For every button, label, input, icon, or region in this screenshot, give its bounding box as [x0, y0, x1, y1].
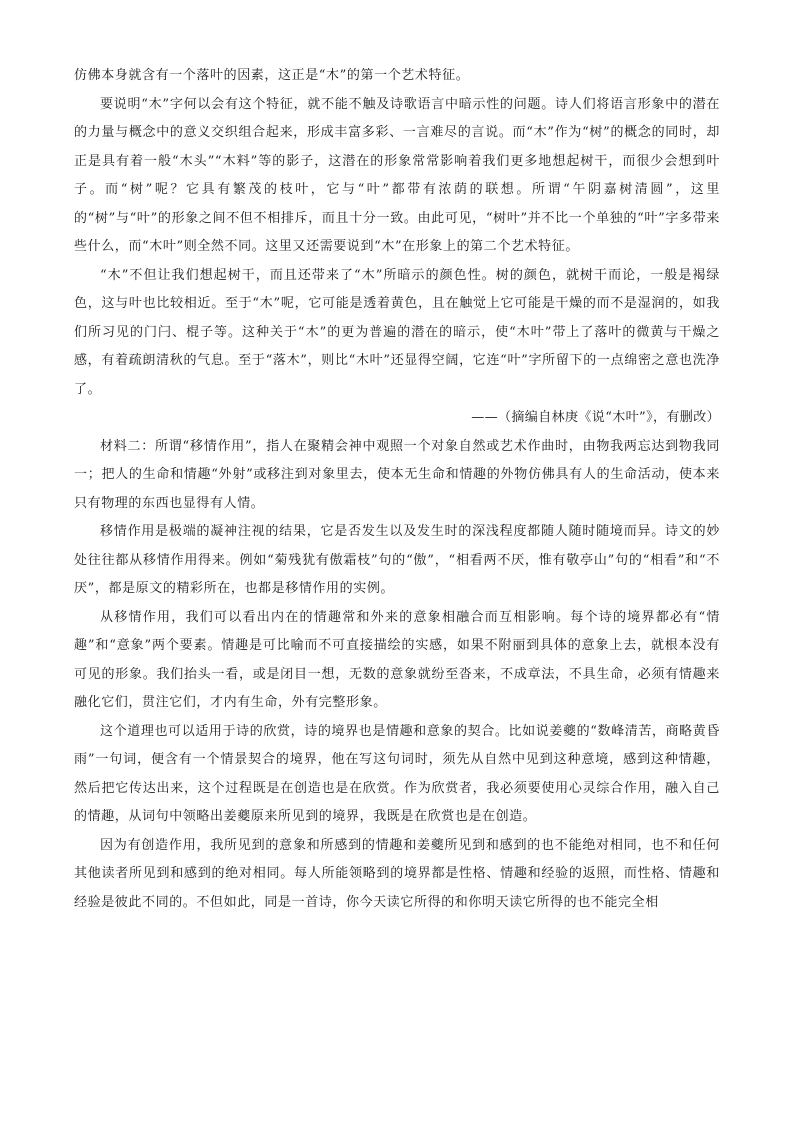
paragraph-3: “木”不但让我们想起树干，而且还带来了“木”所暗示的颜色性。树的颜色，就树干而论，一般是褐绿色，这与叶也比较相近。至于“木”呢，它可能是透着黄色，且在触觉上它可能是干燥的而不是湿润的，如我们所习见的门闩、棍子等。这种关于“木”的更为普遍的潜在的暗示，使“木叶”带上了落叶的微黄与干燥之感，有着疏朗清秋的气息。至于“落木”，则比“木叶”还显得空阔，它连“叶”字所留下的一点绵密之意也洗净了。 — [74, 267, 720, 397]
source-attribution: ——（摘编自林庚《说“木叶”》，有删改） — [471, 410, 720, 425]
paragraph-4: 材料二：所谓“移情作用”，指人在聚精会神中观照一个对象自然或艺术作曲时，由物我两忘达到物我同一；把人的生命和情趣“外射”或移注到对象里去，使本无生命和情趣的外物仿佛具有人的生命活动，使本来只有物理的东西也显得有人情。 — [74, 438, 720, 511]
paragraph-5: 移情作用是极端的凝神注视的结果，它是否发生以及发生时的深浅程度都随人随时随境而异。诗文的妙处往往都从移情作用得来。例如“菊残犹有傲霜枝”句的“傲”，“相看两不厌，惟有敬亭山”句的“相看”和“不厌”，都是原文的精彩所在，也都是移情作用的实例。 — [74, 524, 720, 596]
paragraph-6: 从移情作用，我们可以看出内在的情趣常和外来的意象相融合而互相影响。每个诗的境界都必有“情趣”和“意象”两个要素。情趣是可比喻而不可直接描绘的实感，如果不附丽到具体的意象上去，就根本没有可见的形象。我们抬头一看，或是闭目一想，无数的意象就纷至沓来，不成章法，不具生命，必须有情趣来融化它们，贯注它们，才内有生命，外有完整形象。 — [74, 609, 720, 710]
paragraph-8: 因为有创造作用，我所见到的意象和所感到的情趣和姜夔所见到和感到的也不能绝对相同，也不和任何其他读者所见到和感到的绝对相同。每人所能领略到的境界都是性格、情趣和经验的返照，而性格、情趣和经验是彼此不同的。不但如此，同是一首诗，你今天读它所得的和你明天读它所得的也不能完全相 — [74, 837, 720, 910]
paragraph-1: 仿佛本身就含有一个落叶的因素，这正是“木”的第一个艺术特征。 — [74, 68, 470, 83]
paragraph-7: 这个道理也可以适用于诗的欣赏，诗的境界也是情趣和意象的契合。比如说姜夔的“数峰清苦，商略黄昏雨”一句词，便含有一个情景契合的境界，他在写这句词时，须先从自然中见到这种意境，感到这种情趣，然后把它传达出来，这个过程既是在创造也是在欣赏。作为欣赏者，我必须要使用心灵综合作用，融入自己的情趣，从词句中领略出姜夔原来所见到的境界，我既是在欣赏也是在创造。 — [74, 723, 720, 824]
paragraph-2: 要说明“木”字何以会有这个特征，就不能不触及诗歌语言中暗示性的问题。诗人们将语言形象中的潜在的力量与概念中的意义交织组合起来，形成丰富多彩、一言难尽的言说。而“木”作为“树”的概念的同时，却正是具有着一般“木头”“木料”等的影子，这潜在的形象常常影响着我们更多地想起树干，而很少会想到叶子。而“树”呢？它具有繁茂的枝叶，它与“叶”都带有浓荫的联想。所谓“午阴嘉树清圆”，这里的“树”与“叶”的形象之间不但不相排斥，而且十分一致。由此可见，“树叶”并不比一个单独的“叶”字多带来些什么，而“木叶”则全然不同。这里又还需要说到“木”在形象上的第二个艺术特征。 — [74, 96, 720, 254]
document-page — [74, 62, 720, 917]
